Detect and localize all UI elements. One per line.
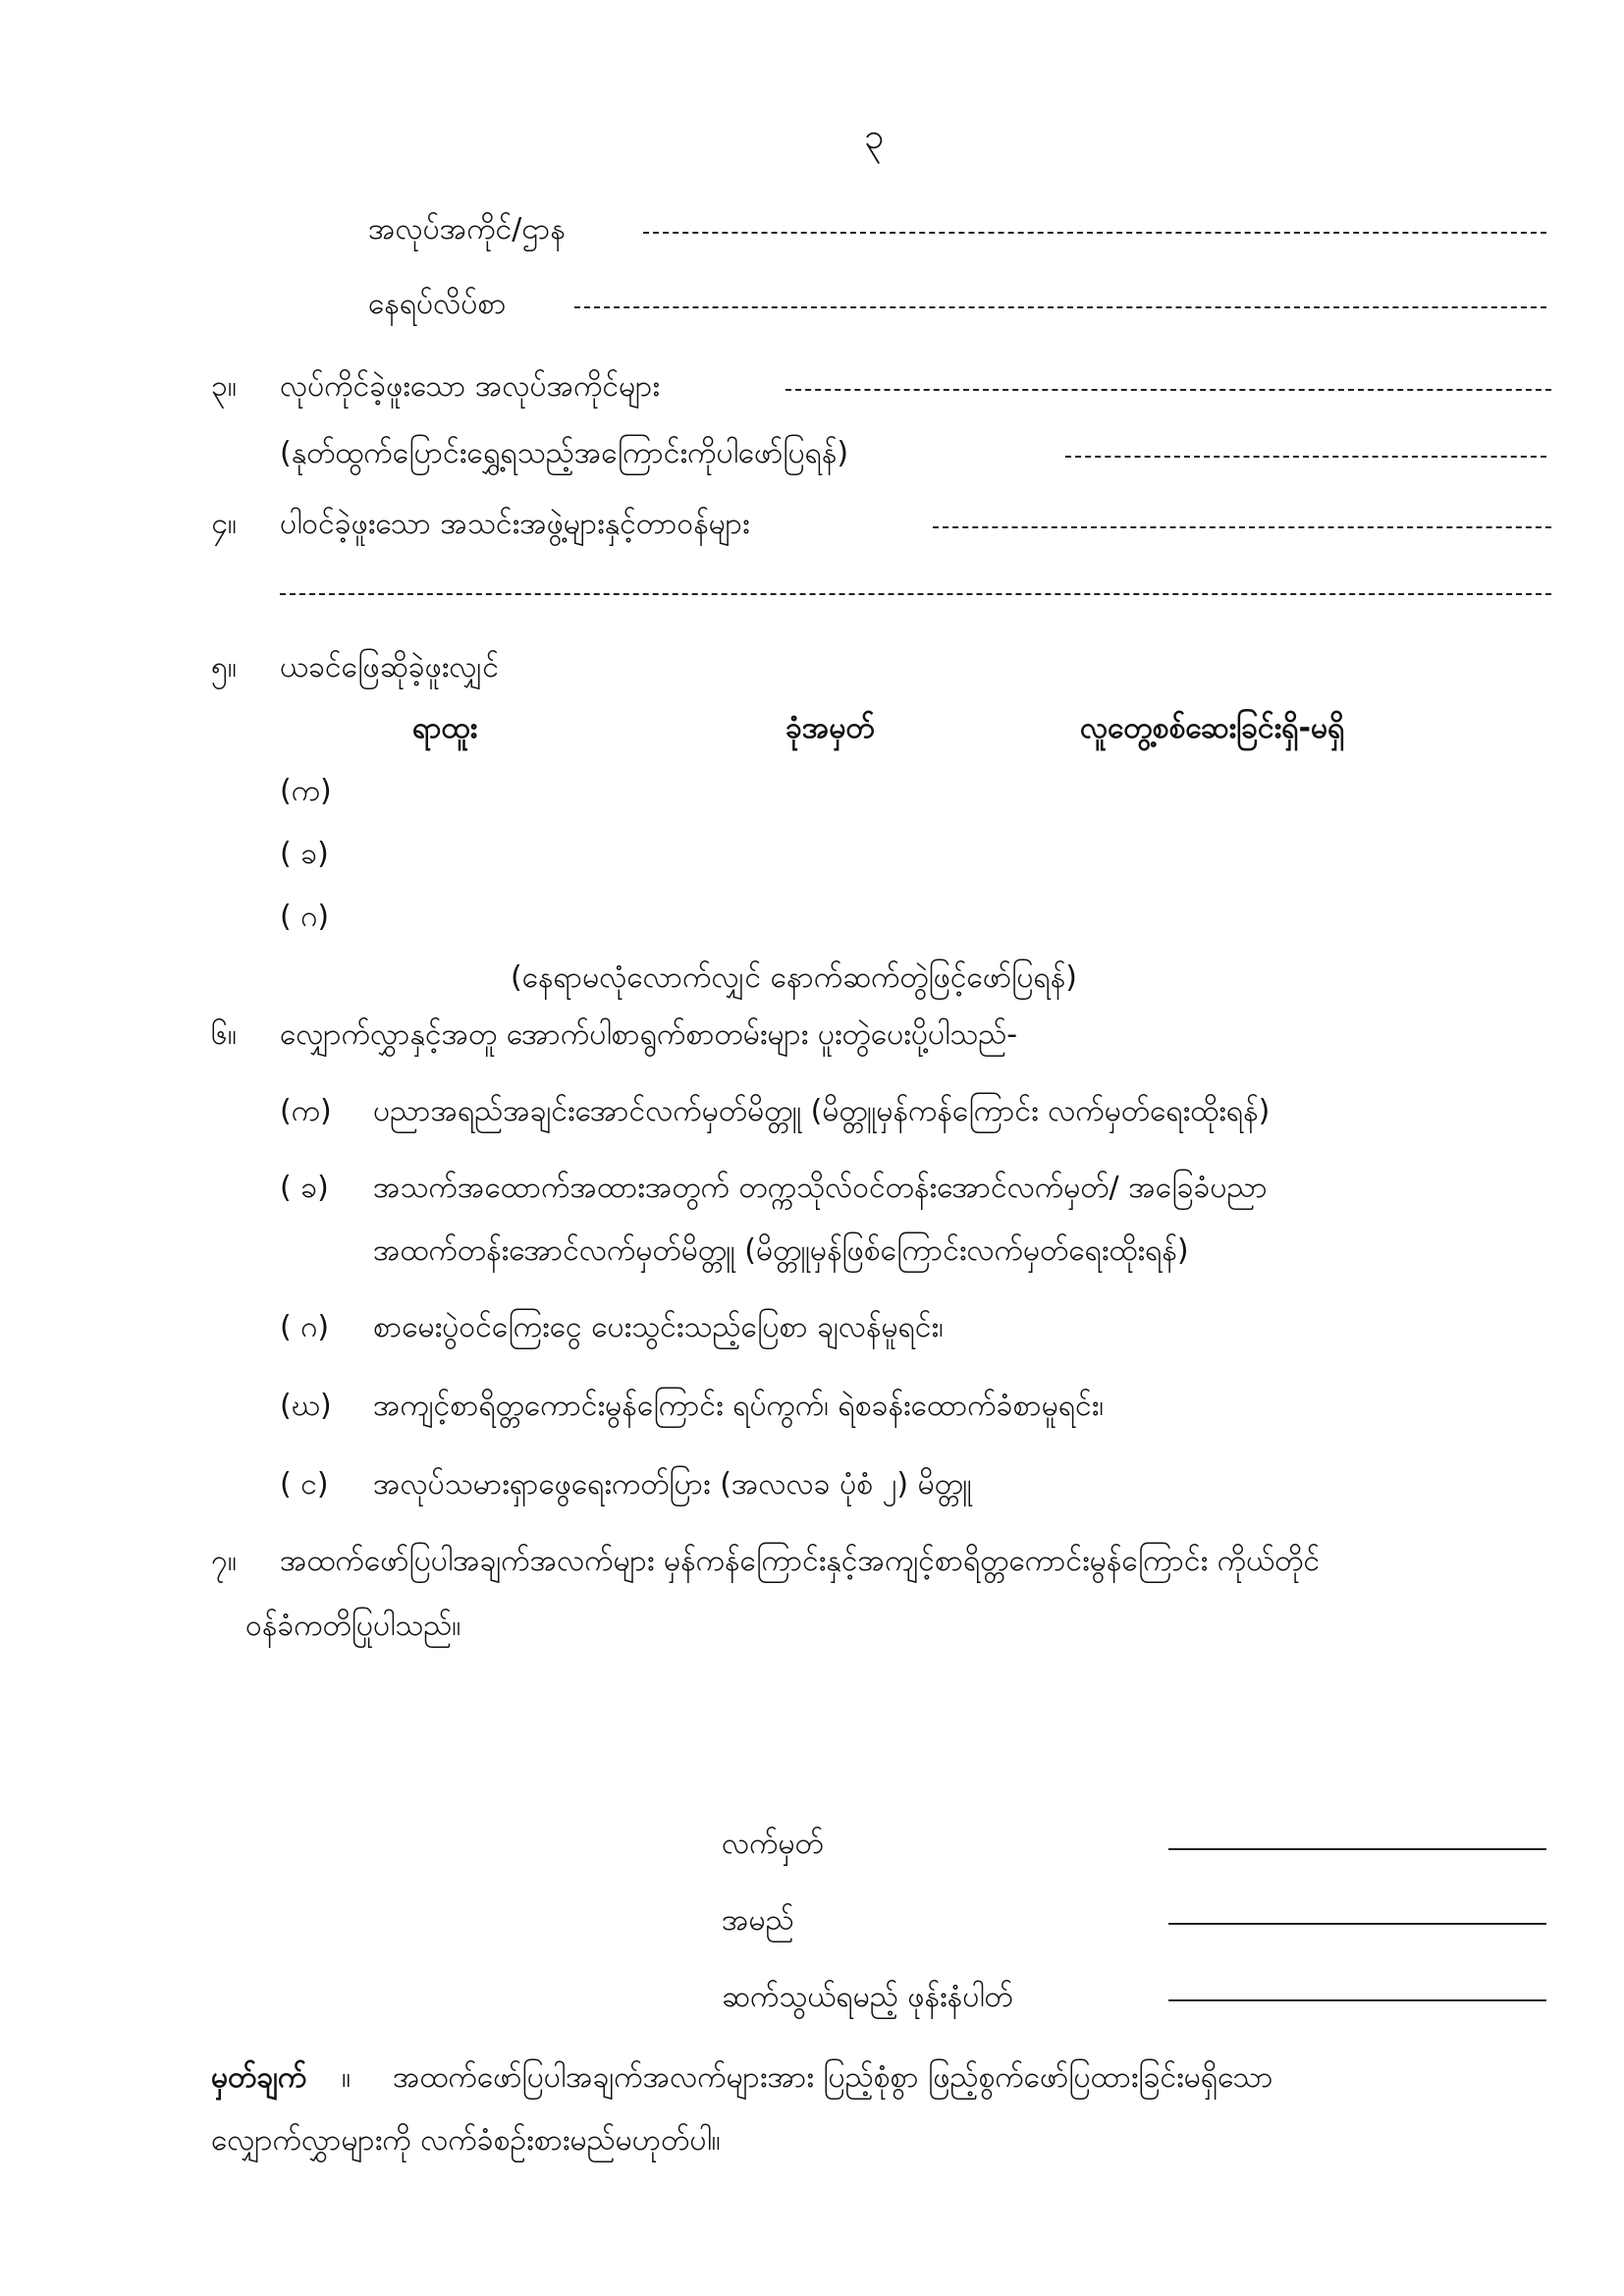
- address-label: နေရပ်လိပ်စာ: [368, 287, 507, 321]
- item-3-label: လုပ်ကိုင်ခဲ့ဖူးသော အလုပ်အကိုင်များ: [280, 369, 660, 404]
- item-3-number: ၃။: [211, 369, 237, 404]
- page-number: ၃: [864, 117, 885, 157]
- item-7-text: အထက်ဖော်ပြပါအချက်အလက်များ မှန်ကန်ကြောင်းနှင့်အကျင့်စာရိတ္တကောင်းမွန်ကြောင်း ကိုယ်တိုင်: [280, 1544, 1321, 1578]
- footnote-separator: ။: [342, 2060, 352, 2095]
- col-header-seat-number: ခုံအမှတ်: [785, 711, 875, 745]
- item-4-input-line[interactable]: [933, 526, 1551, 528]
- name-input-line[interactable]: [1168, 1923, 1546, 1925]
- footnote-text-continued: လျှောက်လွှာများကို လက်ခံစဉ်းစားမည်မဟုတ်ပါ။: [211, 2123, 721, 2158]
- signature-input-line[interactable]: [1168, 1848, 1546, 1850]
- item-6-sub-text: အလုပ်သမားရှာဖွေရေးကတ်ပြား (အလလခ ပုံစံ ၂) မိတ္တူ: [373, 1467, 972, 1502]
- item-6-sub-text: အကျင့်စာရိတ္တကောင်းမွန်ကြောင်း ရပ်ကွက်၊ ရဲစခန်းထောက်ခံစာမူရင်း၊: [373, 1389, 1105, 1423]
- item-6-sub-marker: ( ခ): [280, 1171, 329, 1205]
- item-6-sub-text: အသက်အထောက်အထားအတွက် တက္ကသိုလ်ဝင်တန်းအောင်လက်မှတ်/ အခြေခံပညာ: [373, 1171, 1268, 1205]
- phone-input-line[interactable]: [1168, 1999, 1546, 2001]
- item-5-number: ၅။: [211, 650, 237, 684]
- address-input-line[interactable]: [574, 306, 1546, 308]
- phone-label: ဆက်သွယ်ရမည့် ဖုန်းနံပါတ်: [722, 1980, 1013, 2014]
- item-4-label: ပါဝင်ခဲ့ဖူးသော အသင်းအဖွဲ့များနှင့်တာဝန်များ: [280, 507, 750, 541]
- item-6-sub-text: ပညာအရည်အချင်းအောင်လက်မှတ်မိတ္တူ (မိတ္တူမှန်ကန်ကြောင်း လက်မှတ်ရေးထိုးရန်): [373, 1094, 1271, 1128]
- signature-label: လက်မှတ်: [722, 1827, 824, 1861]
- item-6-sub-text: စာမေးပွဲဝင်ကြေးငွေ ပေးသွင်းသည့်ပြေစာ ချလန်မူရင်း၊: [373, 1310, 944, 1344]
- item-5-row-marker: (က): [280, 774, 332, 808]
- item-6-sub-marker: (က): [280, 1094, 332, 1128]
- item-6-label: လျှောက်လွှာနှင့်အတူ အောက်ပါစာရွက်စာတမ်းများ ပူးတွဲပေးပို့ပါသည်-: [280, 1017, 1018, 1052]
- department-input-line[interactable]: [643, 232, 1546, 234]
- item-6-sub-marker: (ဃ): [280, 1389, 332, 1423]
- item-5-row-marker: ( ခ): [280, 837, 329, 871]
- item-6-sub-marker: ( င): [280, 1467, 329, 1502]
- item-3-note-line[interactable]: [1065, 456, 1546, 458]
- item-3-input-line[interactable]: [785, 389, 1551, 391]
- item-5-row-marker: ( ဂ): [280, 900, 330, 934]
- item-6-sub-marker: ( ဂ): [280, 1310, 330, 1344]
- item-7-number: ၇။: [211, 1544, 237, 1578]
- name-label: အမည်: [722, 1903, 794, 1938]
- item-6-number: ၆။: [211, 1017, 237, 1052]
- item-5-note: (နေရာမလုံလောက်လျှင် နောက်ဆက်တွဲဖြင့်ဖော်ပြရန်): [511, 960, 1077, 995]
- footnote-text: အထက်ဖော်ပြပါအချက်အလက်များအား ပြည့်စုံစွာ ဖြည့်စွက်ဖော်ပြထားခြင်းမရှိသော: [393, 2060, 1273, 2095]
- department-label: အလုပ်အကိုင်/ဌာန: [368, 212, 566, 246]
- item-3-note: (နုတ်ထွက်ပြောင်းရွှေ့ရသည့်အကြောင်းကိုပါဖော်ပြရန်): [280, 436, 849, 470]
- item-4-continuation-line[interactable]: [280, 593, 1551, 595]
- col-header-position: ရာထူး: [412, 711, 478, 745]
- footnote-label: မှတ်ချက်: [211, 2060, 307, 2095]
- item-6-sub-text-continued: အထက်တန်းအောင်လက်မှတ်မိတ္တူ (မိတ္တူမှန်ဖြစ်ကြောင်းလက်မှတ်ရေးထိုးရန်): [373, 1233, 1189, 1268]
- item-4-number: ၄။: [211, 507, 237, 541]
- item-5-label: ယခင်ဖြေဆိုခဲ့ဖူးလျှင်: [280, 650, 500, 684]
- item-7-text-continued: ဝန်ခံကတိပြုပါသည်။: [245, 1609, 461, 1643]
- col-header-interview: လူတွေ့စစ်ဆေးခြင်းရှိ-မရှိ: [1080, 711, 1345, 745]
